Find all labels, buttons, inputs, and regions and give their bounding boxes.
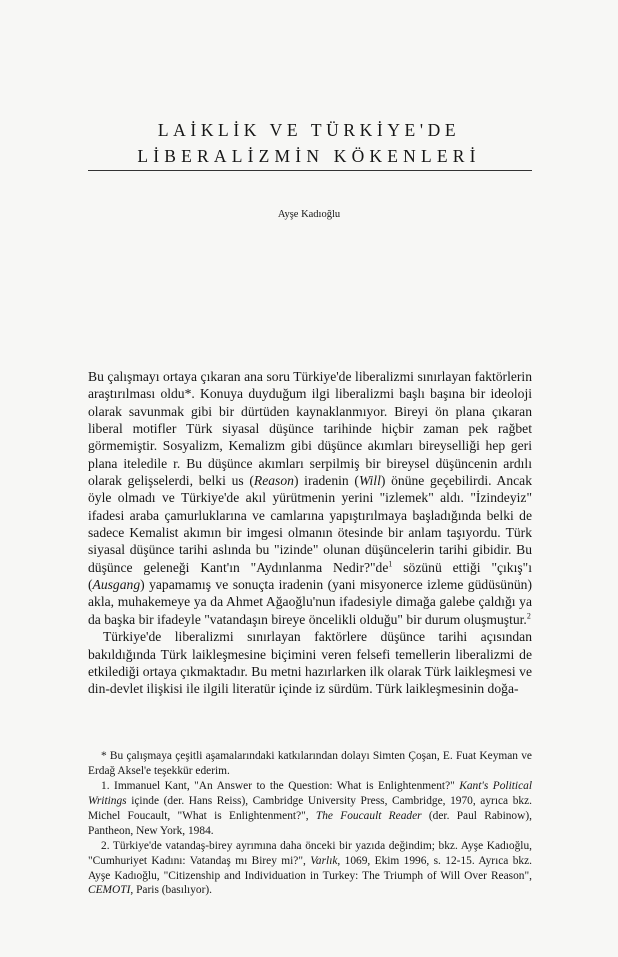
fn2-text-a: 2. Türkiye'de vatandaş-birey ayrımına daha önceki bir yazıda değindim; bkz. Ayşe Kadıoğlu, "Cumhuriyet Kadını: Vatandaş mı Birey mi?", — [88, 840, 532, 867]
author-name: Ayşe Kadıoğlu — [277, 209, 341, 220]
fn1-text-c: içinde (der. Hans Reiss), Cambridge University Press, Cambridge, 1970, ayrıca bkz. Michel Foucault, "What is Enlightenment?", — [88, 795, 532, 822]
footnote-ref-1[interactable]: 1 — [388, 559, 393, 569]
footnotes — [88, 749, 532, 898]
term-ausgang: Ausgang — [92, 577, 141, 593]
fn1-title-foucault: The Foucault Reader — [315, 809, 422, 822]
fn1-text-e: (der. Paul Rabinow), Pantheon, New York, 1984. — [88, 809, 532, 837]
p1-text-4: sözünü ettiği "çıkış"ı ( — [88, 559, 532, 593]
body-text — [88, 368, 532, 698]
fn2-text-e: , Paris (basılıyor). — [130, 884, 213, 897]
fn2-title-varlik: Varlık — [310, 854, 338, 867]
term-reason: Reason — [253, 473, 294, 489]
title-rule — [88, 170, 532, 171]
p1-text-5: ) yapamamış ve sonuçta iradenin (yani misyonerce izleme güdüsünün) akla, muhakemeye ya da Ahmet Ağaoğlu'nun ifadesiyle dimağa galebe çaldığı ya da başka bir ifadeyle "vatandaşın bireye öncelikli olduğu" bir durum oluşmuştur. — [88, 577, 532, 627]
footnote-1 — [88, 779, 532, 838]
article-title-line-1: LAİKLİK VE TÜRKİYE'DE — [157, 120, 461, 140]
footnote-star: * Bu çalışmaya çeşitli aşamalarındaki katkılarından dolayı Simten Çoşan, E. Fuat Keyman ve Erdağ Aksel'e teşekkür ederim. — [88, 750, 532, 777]
p1-text-1: Bu çalışmayı ortaya çıkaran ana soru Türkiye'de liberalizmi sınırlayan faktörlerin araştırılması oldu*. Konuya duyduğum ilgi liberalizmi başlı başına bir ideoloji olarak savunmak gibi bir dürtüden kaynaklanmıyor. Bireyi ön plana çıkaran liberal motifler Türk siyasal düşünce tarihinde hiçbir zaman pek rağbet görmemiştir. Sosyalizm, Kemalizm gibi düşünce akımları bireyselliği hep geri plana iteledile r. Bu düşünce akımları serpilmiş bir bireysel düşüncenin ardılı olarak gelişselerdi, belki us ( — [88, 369, 532, 489]
footnote-2 — [88, 839, 532, 898]
fn1-text-a: 1. Immanuel Kant, "An Answer to the Question: What is Enlightenment?" — [101, 780, 460, 793]
article-title-line-2: LİBERALİZMİN KÖKENLERİ — [137, 146, 481, 166]
fn2-title-cemoti: CEMOTI — [88, 884, 131, 897]
p1-text-3: ) önüne geçebilirdi. Ancak öyle olmadı ve Türkiye'de akıl yürütmenin yerini "izlemek" aldı. "İzindeyiz" ifadesi araba çamurluklarına ve camlarına yapıştırılmaya başladığında belki de sadece Kemalist akımın bir imgesi olmanın ötesinde bir anlam taşıyordu. Türk siyasal düşünce tarihi aslında bu "izinde" olunan düşüncelerin tarihi gibidir. Bu düşünce geleneği Kant'ın "Aydınlanma Nedir?"de — [88, 473, 532, 575]
paragraph-2: Türkiye'de liberalizmi sınırlayan faktörlere düşünce tarihi açısından bakıldığında Türk laikleşmesine biçimini veren felsefi temellerin liberalizmi de etkilediği ortaya çıkmaktadır. Bu metni hazırlarken ilk olarak Türk laikleşmesi ve din-devlet ilişkisi ile ilgili literatür içinde iz sürdüm. Türk laikleşmesinin doğa- — [88, 629, 532, 697]
p1-text-2: ) iradenin ( — [293, 473, 359, 489]
fn2-text-c: , 1069, Ekim 1996, s. 12-15. Ayrıca bkz. Ayşe Kadıoğlu, "Citizenship and Individuation in Turkey: The Triumph of Will Over Reason", — [88, 854, 533, 882]
term-will: Will — [358, 473, 381, 489]
paragraph-1 — [88, 368, 532, 628]
footnote-ref-2[interactable]: 2 — [526, 611, 531, 621]
fn1-title-kant: Kant's Political Writings — [88, 780, 532, 808]
